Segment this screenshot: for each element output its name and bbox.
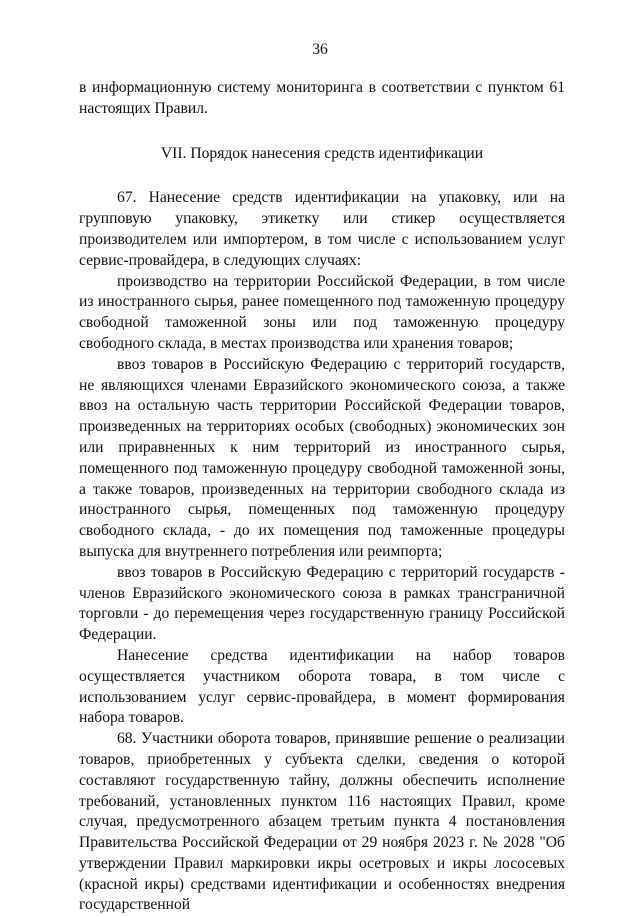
section-heading: VII. Порядок нанесения средств идентификации (160, 144, 484, 162)
paragraph-set-of-goods: Нанесение средства идентификации на набор товаров осуществляется участником оборота товара, в том числе с использованием услуг сервис-провайдера, в момент формирования набора товаров. (79, 646, 565, 727)
page-number: 36 (312, 41, 328, 58)
document-body (79, 78, 565, 916)
paragraph-import-non-eaeu: ввоз товаров в Российскую Федерацию с территорий государств, не являющихся членами Евразийского экономического союза, а также ввоз на остальную часть территории Российской Федерации товаров, произведенных на территориях особых (свободных) экономических зон или приравненных к ним территорий из иностранного сырья, помещенного под таможенную процедуру свободной таможенной зоны, а также товаров, произведенных на территории свободного склада из иностранного сырья, помещенных под таможенную процедуру свободного склада, - до их помещения под таможенные процедуры выпуска для внутреннего потребления или реимпорта; (79, 355, 565, 560)
paragraph-continuation: в информационную систему мониторинга в соответствии с пунктом 61 настоящих Правил. (79, 79, 565, 117)
paragraph-68: 68. Участники оборота товаров, принявшие решение о реализации товаров, приобретенных у субъекта сделки, сведения о которой составляют государственную тайну, должны обеспечить исполнение требований, установленных пунктом 116 настоящих Правил, кроме случая, предусмотренного абзацем третьим пункта 4 постановления Правительства Российской Федерации от 29 ноября 2023 г. № 2028 "Об утверждении Правил маркировки икры осетровых и икры лососевых (красной икры) средствами идентификации и особенностях внедрения государственной (79, 730, 565, 914)
paragraph-import-eaeu: ввоз товаров в Российскую Федерацию с территорий государств - членов Евразийского экономического союза в рамках трансграничной торговли - до перемещения через государственную границу Российской Федерации. (79, 563, 565, 644)
paragraph-production: производство на территории Российской Федерации, в том числе из иностранного сырья, ранее помещенного под таможенную процедуру свободной таможенной зоны или под таможенную процедуру свободного склада, в местах производства или хранения товаров; (79, 272, 565, 352)
paragraph-67: 67. Нанесение средств идентификации на упаковку, или на групповую упаковку, этикетку или стикер осуществляется производителем или импортером, в том числе с использованием услуг сервис-провайдера, в следующих случаях: (79, 189, 565, 269)
